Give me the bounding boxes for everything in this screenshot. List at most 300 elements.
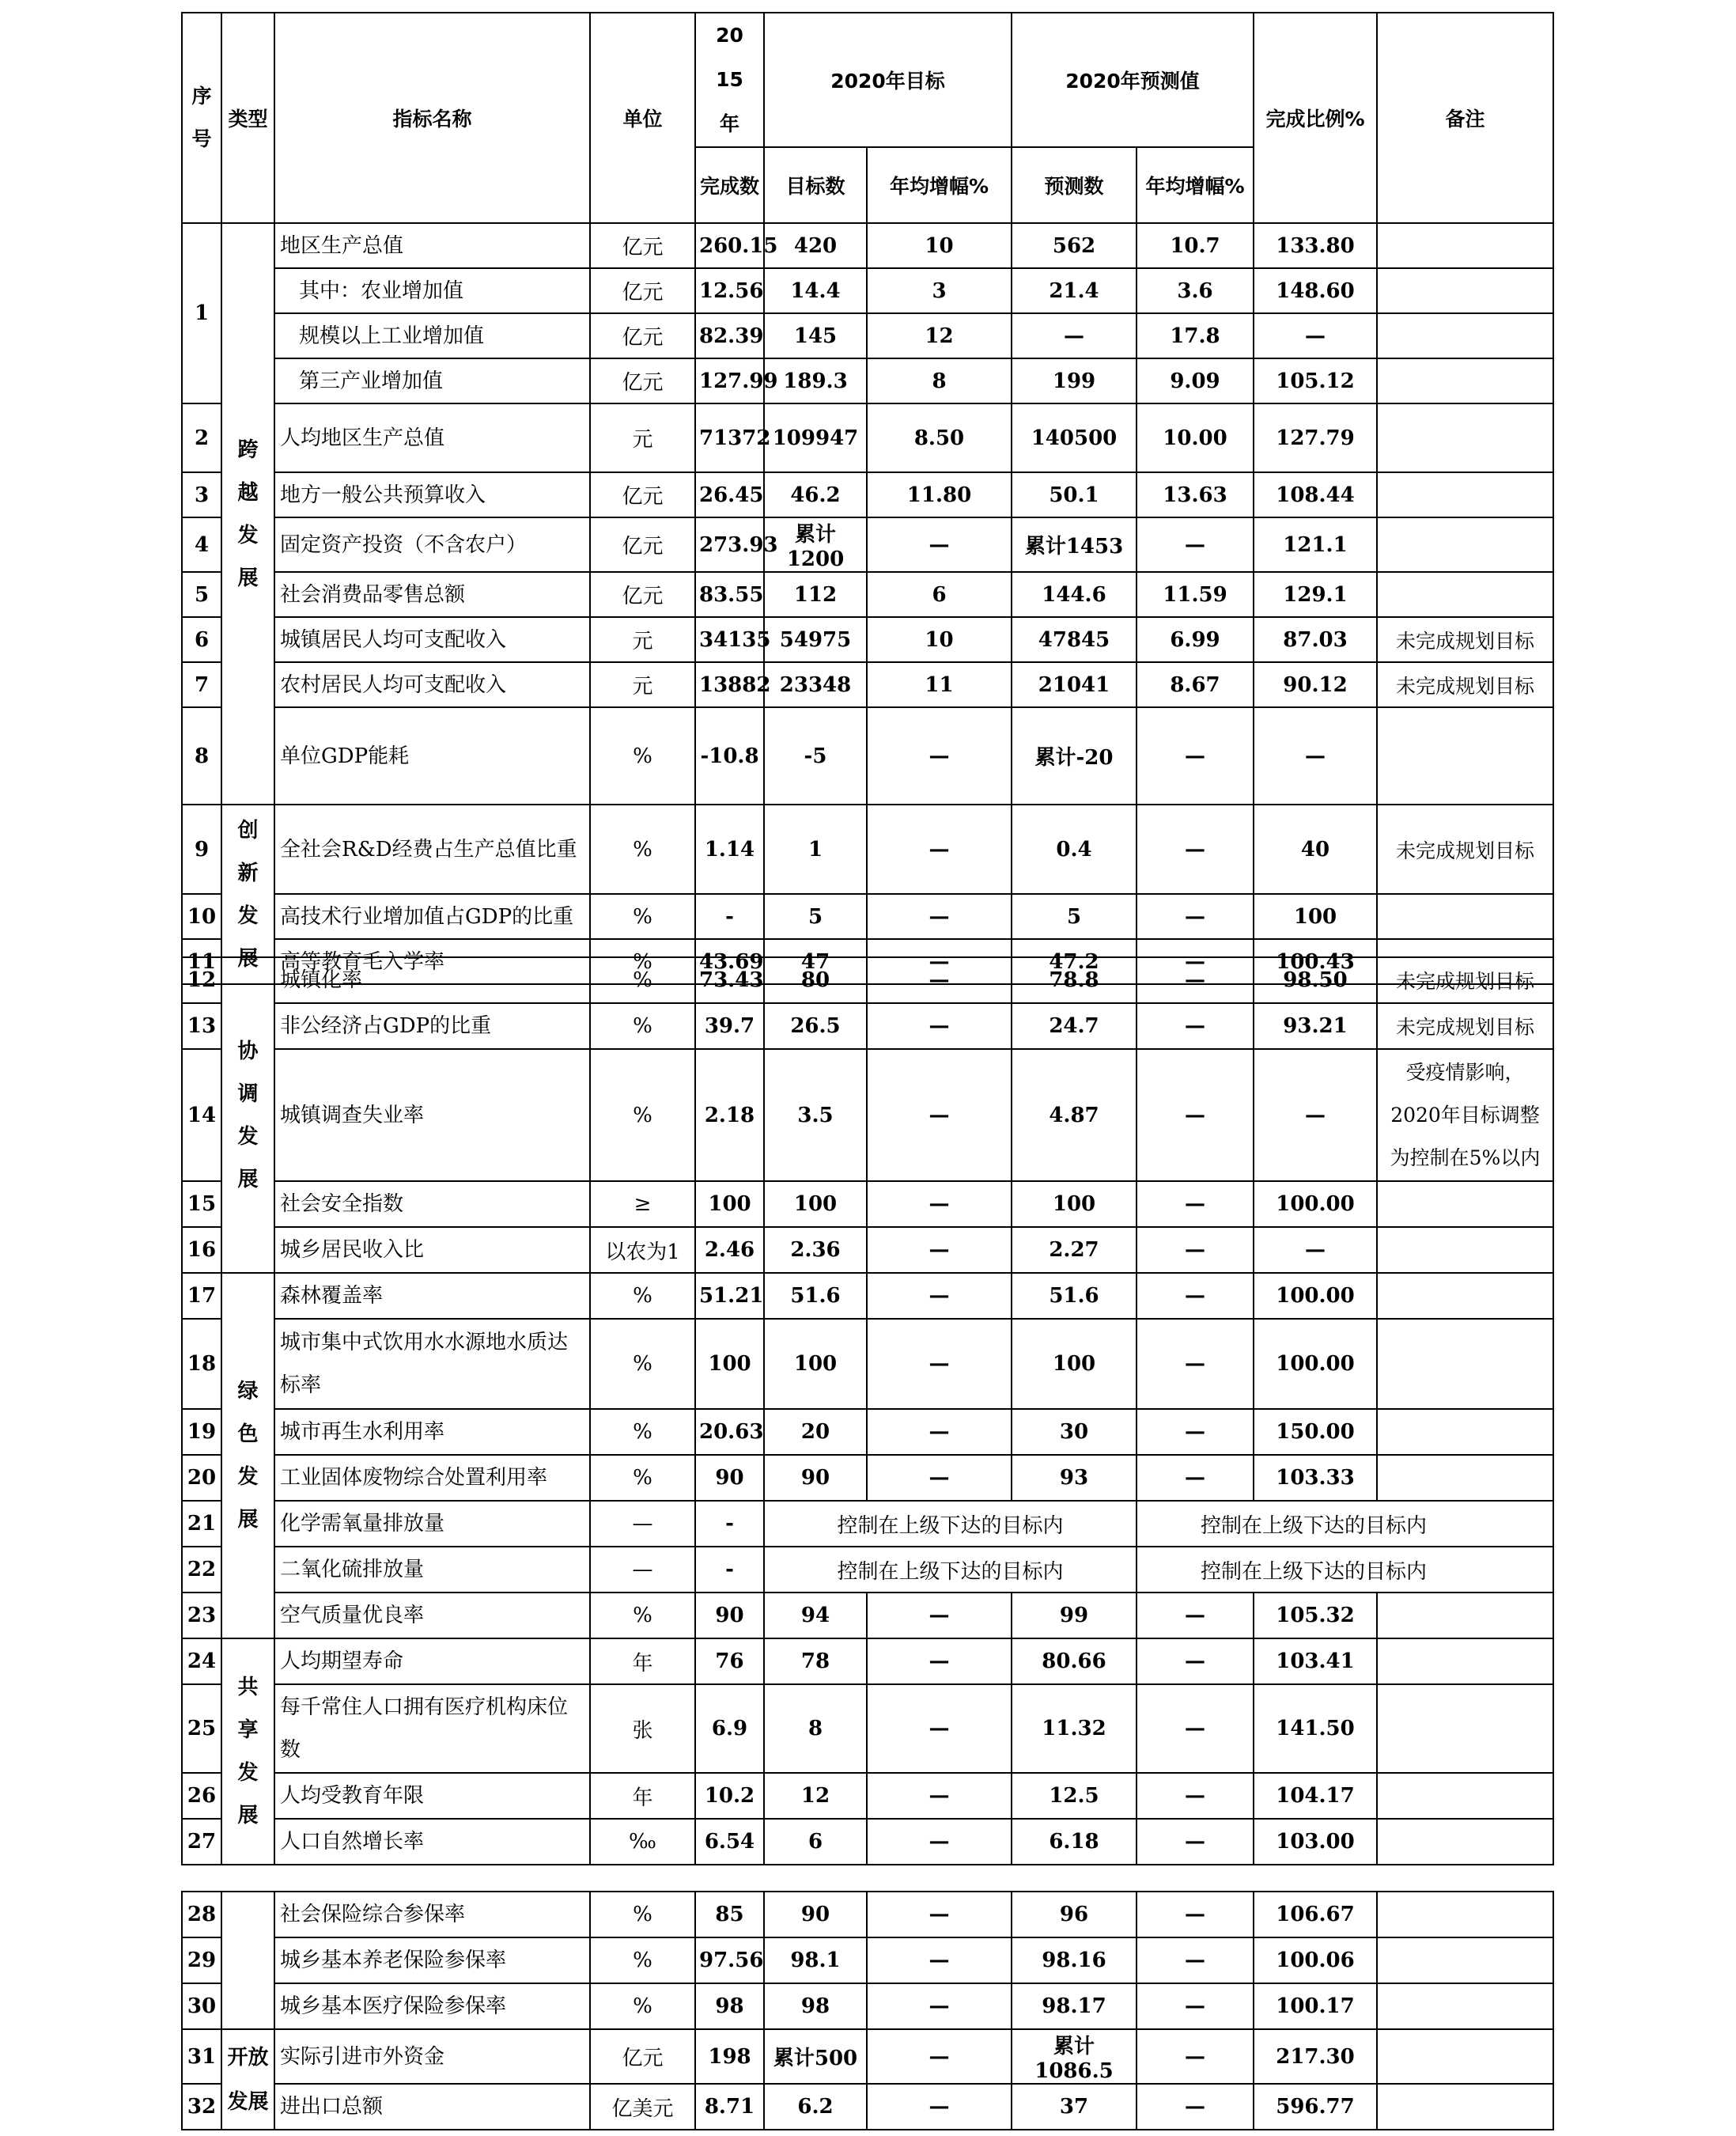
row-unit: 亿元: [590, 2029, 695, 2084]
row-tgrowth: —: [867, 2029, 1012, 2084]
row-done2015: -10.8: [695, 707, 764, 805]
row-forecast: 11.32: [1012, 1684, 1137, 1773]
row-seq: 27: [182, 1819, 221, 1865]
row-done2015: 12.56: [695, 268, 764, 313]
row-note: [1377, 1892, 1553, 1937]
row-done2015: 97.56: [695, 1937, 764, 1983]
row-seq: 31: [182, 2029, 221, 2084]
row-unit: ≥: [590, 1181, 695, 1227]
row-target: 80: [764, 957, 867, 1003]
row-seq: 7: [182, 662, 221, 707]
row-fgrowth: —: [1137, 1892, 1254, 1937]
row-target: 8: [764, 1684, 867, 1773]
row-unit: %: [590, 805, 695, 894]
row-tgrowth: —: [867, 2084, 1012, 2130]
row-seq: 30: [182, 1983, 221, 2029]
row-name: 实际引进市外资金: [274, 2029, 590, 2084]
row-note: [1377, 1319, 1553, 1409]
row-ratio: 100.43: [1254, 939, 1377, 984]
row-target: -5: [764, 707, 867, 805]
row-target: 1: [764, 805, 867, 894]
row-name: 城镇居民人均可支配收入: [274, 617, 590, 662]
row-note: [1377, 1983, 1553, 2029]
row-ratio: 90.12: [1254, 662, 1377, 707]
row-seq: 3: [182, 472, 221, 517]
row-unit: %: [590, 707, 695, 805]
row-target: 23348: [764, 662, 867, 707]
row-unit: %: [590, 894, 695, 939]
row-note: [1377, 1638, 1553, 1684]
row-tgrowth: 10: [867, 617, 1012, 662]
row-name: 城乡居民收入比: [274, 1227, 590, 1273]
type-blank: [221, 1892, 274, 2029]
row-name: 高技术行业增加值占GDP的比重: [274, 894, 590, 939]
row-ratio: 93.21: [1254, 1003, 1377, 1049]
table-row: [182, 2029, 1553, 2084]
row-note: [1377, 894, 1553, 939]
row-forecast: 30: [1012, 1409, 1137, 1455]
table-row: [182, 1181, 1553, 1227]
row-target: 112: [764, 572, 867, 617]
row-ratio: —: [1254, 313, 1377, 358]
row-ratio: 141.50: [1254, 1684, 1377, 1773]
table-row: [182, 1684, 1553, 1773]
row-seq: 17: [182, 1273, 221, 1319]
row-target-control: 控制在上级下达的目标内: [764, 1547, 1137, 1593]
type-kuayue: 跨越发展: [221, 223, 274, 805]
row-tgrowth: —: [867, 1455, 1012, 1501]
row-seq: 14: [182, 1049, 221, 1181]
row-done2015: 260.15: [695, 223, 764, 268]
table-row: [182, 223, 1553, 268]
row-done2015: 90: [695, 1455, 764, 1501]
row-ratio: 150.00: [1254, 1409, 1377, 1455]
row-name: 地区生产总值: [274, 223, 590, 268]
row-forecast: 累计-20: [1012, 707, 1137, 805]
row-tgrowth: 12: [867, 313, 1012, 358]
row-target: 100: [764, 1181, 867, 1227]
row-unit: %: [590, 1593, 695, 1638]
row-seq: 18: [182, 1319, 221, 1409]
row-forecast: 12.5: [1012, 1773, 1137, 1819]
row-note: [1377, 1937, 1553, 1983]
row-target: 20: [764, 1409, 867, 1455]
row-ratio: 100.00: [1254, 1181, 1377, 1227]
row-name: 地方一般公共预算收入: [274, 472, 590, 517]
table-row: [182, 1593, 1553, 1638]
row-seq: 5: [182, 572, 221, 617]
row-note: [1377, 403, 1553, 472]
row-forecast: 144.6: [1012, 572, 1137, 617]
row-tgrowth: —: [867, 1937, 1012, 1983]
row-seq: 32: [182, 2084, 221, 2130]
row-tgrowth: —: [867, 1684, 1012, 1773]
row-fgrowth: 3.6: [1137, 268, 1254, 313]
row-forecast: 562: [1012, 223, 1137, 268]
table-row: [182, 403, 1553, 472]
row-forecast: 累计1086.5: [1012, 2029, 1137, 2084]
row-ratio: 103.00: [1254, 1819, 1377, 1865]
row-unit: 元: [590, 617, 695, 662]
row-note: 受疫情影响，2020年目标调整为控制在5%以内: [1377, 1049, 1553, 1181]
row-ratio: 127.79: [1254, 403, 1377, 472]
row-target: 109947: [764, 403, 867, 472]
row-tgrowth: —: [867, 517, 1012, 572]
row-fgrowth: —: [1137, 1273, 1254, 1319]
row-name: 人均受教育年限: [274, 1773, 590, 1819]
row-seq: 20: [182, 1455, 221, 1501]
row-note: [1377, 2084, 1553, 2130]
row-name: 高等教育毛入学率: [274, 939, 590, 984]
header-target-growth: 年均增幅%: [867, 147, 1012, 223]
row-fgrowth: —: [1137, 1937, 1254, 1983]
row-seq: 6: [182, 617, 221, 662]
row-tgrowth: —: [867, 1593, 1012, 1638]
row-fgrowth: 10.7: [1137, 223, 1254, 268]
row-target: 26.5: [764, 1003, 867, 1049]
row-unit: 亿元: [590, 313, 695, 358]
row-name: 城镇化率: [274, 957, 590, 1003]
row-unit: %: [590, 939, 695, 984]
row-forecast-control: 控制在上级下达的目标内: [1137, 1501, 1553, 1547]
row-target: 98: [764, 1983, 867, 2029]
type-xietiao: 协调发展: [221, 957, 274, 1273]
table-row: [182, 1773, 1553, 1819]
row-note: [1377, 2029, 1553, 2084]
row-done2015: 39.7: [695, 1003, 764, 1049]
row-fgrowth: —: [1137, 1003, 1254, 1049]
row-unit: 亿元: [590, 472, 695, 517]
table-row: [182, 1003, 1553, 1049]
row-fgrowth: —: [1137, 2084, 1254, 2130]
row-done2015: 2.18: [695, 1049, 764, 1181]
row-tgrowth: —: [867, 1003, 1012, 1049]
row-name: 全社会R&D经费占生产总值比重: [274, 805, 590, 894]
header-base-year: 2015年: [695, 13, 764, 147]
row-note: [1377, 1227, 1553, 1273]
row-tgrowth: 8.50: [867, 403, 1012, 472]
row-seq: 15: [182, 1181, 221, 1227]
row-name: 二氧化硫排放量: [274, 1547, 590, 1593]
row-unit: 年: [590, 1773, 695, 1819]
row-name: 城市集中式饮用水水源地水质达标率: [274, 1319, 590, 1409]
row-note: 未完成规划目标: [1377, 805, 1553, 894]
header-target-num: 目标数: [764, 147, 867, 223]
row-tgrowth: 6: [867, 572, 1012, 617]
header-type: 类型: [221, 13, 274, 223]
row-seq: 21: [182, 1501, 221, 1547]
row-fgrowth: —: [1137, 1638, 1254, 1684]
row-note: [1377, 472, 1553, 517]
row-fgrowth: —: [1137, 1819, 1254, 1865]
row-done2015: 6.9: [695, 1684, 764, 1773]
row-done2015: 85: [695, 1892, 764, 1937]
row-target: 3.5: [764, 1049, 867, 1181]
row-tgrowth: —: [867, 1319, 1012, 1409]
table-row: [182, 358, 1553, 403]
row-forecast: 100: [1012, 1319, 1137, 1409]
row-target: 5: [764, 894, 867, 939]
row-target: 90: [764, 1892, 867, 1937]
row-tgrowth: 10: [867, 223, 1012, 268]
row-forecast: 98.17: [1012, 1983, 1137, 2029]
row-fgrowth: —: [1137, 939, 1254, 984]
type-chuangxin: 创新发展: [221, 805, 274, 984]
row-forecast: 100: [1012, 1181, 1137, 1227]
table-row: [182, 1455, 1553, 1501]
row-ratio: 129.1: [1254, 572, 1377, 617]
row-seq: 2: [182, 403, 221, 472]
row-note: [1377, 517, 1553, 572]
row-done2015: 100: [695, 1181, 764, 1227]
row-ratio: 106.67: [1254, 1892, 1377, 1937]
row-unit: 亿元: [590, 517, 695, 572]
row-forecast: 24.7: [1012, 1003, 1137, 1049]
header-note: 备注: [1377, 13, 1553, 223]
row-tgrowth: —: [867, 957, 1012, 1003]
row-note: [1377, 572, 1553, 617]
row-ratio: 100.06: [1254, 1937, 1377, 1983]
row-fgrowth: —: [1137, 957, 1254, 1003]
header-forecast-num: 预测数: [1012, 147, 1137, 223]
row-ratio: —: [1254, 707, 1377, 805]
row-tgrowth: 11.80: [867, 472, 1012, 517]
row-fgrowth: —: [1137, 1593, 1254, 1638]
table-row: [182, 1227, 1553, 1273]
row-forecast: 47.2: [1012, 939, 1137, 984]
row-tgrowth: —: [867, 1892, 1012, 1937]
header-row-1: [182, 13, 1553, 147]
row-ratio: 100: [1254, 894, 1377, 939]
row-forecast: 78.8: [1012, 957, 1137, 1003]
row-tgrowth: —: [867, 1227, 1012, 1273]
row-target: 90: [764, 1455, 867, 1501]
row-done2015: 43.69: [695, 939, 764, 984]
row-target: 51.6: [764, 1273, 867, 1319]
table-row: [182, 1892, 1553, 1937]
row-seq: 1: [182, 223, 221, 403]
row-name: 社会保险综合参保率: [274, 1892, 590, 1937]
row-name: 空气质量优良率: [274, 1593, 590, 1638]
indicator-table-part2: [181, 956, 1554, 1865]
row-ratio: 98.50: [1254, 957, 1377, 1003]
row-name: 非公经济占GDP的比重: [274, 1003, 590, 1049]
table-row: [182, 1501, 1553, 1547]
row-tgrowth: —: [867, 894, 1012, 939]
row-forecast: 98.16: [1012, 1937, 1137, 1983]
row-seq: 12: [182, 957, 221, 1003]
row-done2015: 273.93: [695, 517, 764, 572]
row-fgrowth: —: [1137, 1227, 1254, 1273]
row-fgrowth: —: [1137, 1773, 1254, 1819]
table-row: [182, 1049, 1553, 1181]
row-seq: 25: [182, 1684, 221, 1773]
row-name: 每千常住人口拥有医疗机构床位数: [274, 1684, 590, 1773]
row-done2015: -: [695, 1547, 764, 1593]
row-name: 其中：农业增加值: [274, 268, 590, 313]
row-name: 森林覆盖率: [274, 1273, 590, 1319]
indicator-table-part3: [181, 1891, 1554, 2130]
row-name: 城乡基本养老保险参保率: [274, 1937, 590, 1983]
row-name: 进出口总额: [274, 2084, 590, 2130]
row-name: 规模以上工业增加值: [274, 313, 590, 358]
row-forecast: 99: [1012, 1593, 1137, 1638]
row-done2015: 98: [695, 1983, 764, 2029]
row-done2015: 198: [695, 2029, 764, 2084]
row-unit: %: [590, 1319, 695, 1409]
row-seq: 26: [182, 1773, 221, 1819]
row-fgrowth: —: [1137, 894, 1254, 939]
row-ratio: 217.30: [1254, 2029, 1377, 2084]
table-row: [182, 268, 1553, 313]
row-fgrowth: 17.8: [1137, 313, 1254, 358]
row-target: 2.36: [764, 1227, 867, 1273]
type-kaifang: 开放发展: [221, 2029, 274, 2130]
row-target: 6.2: [764, 2084, 867, 2130]
row-target: 47: [764, 939, 867, 984]
row-ratio: 596.77: [1254, 2084, 1377, 2130]
row-note: [1377, 268, 1553, 313]
row-seq: 24: [182, 1638, 221, 1684]
row-fgrowth: 10.00: [1137, 403, 1254, 472]
row-forecast: 4.87: [1012, 1049, 1137, 1181]
row-forecast: 50.1: [1012, 472, 1137, 517]
row-ratio: 100.00: [1254, 1273, 1377, 1319]
row-seq: 10: [182, 894, 221, 939]
row-ratio: 104.17: [1254, 1773, 1377, 1819]
row-name: 第三产业增加值: [274, 358, 590, 403]
row-seq: 28: [182, 1892, 221, 1937]
row-name: 城市再生水利用率: [274, 1409, 590, 1455]
row-fgrowth: 13.63: [1137, 472, 1254, 517]
row-done2015: 1.14: [695, 805, 764, 894]
row-note: 未完成规划目标: [1377, 957, 1553, 1003]
row-done2015: 51.21: [695, 1273, 764, 1319]
row-target: 12: [764, 1773, 867, 1819]
row-forecast: 2.27: [1012, 1227, 1137, 1273]
row-unit: 张: [590, 1684, 695, 1773]
table-row: [182, 894, 1553, 939]
row-ratio: —: [1254, 1227, 1377, 1273]
row-done2015: 13882: [695, 662, 764, 707]
row-unit: 亿元: [590, 358, 695, 403]
row-ratio: 100.17: [1254, 1983, 1377, 2029]
row-note: [1377, 223, 1553, 268]
row-name: 社会安全指数: [274, 1181, 590, 1227]
type-lvse: 绿色发展: [221, 1273, 274, 1638]
table-row: [182, 957, 1553, 1003]
row-note: [1377, 1773, 1553, 1819]
row-done2015: -: [695, 1501, 764, 1547]
row-note: [1377, 1455, 1553, 1501]
row-target: 145: [764, 313, 867, 358]
table-row: [182, 1983, 1553, 2029]
row-seq: 16: [182, 1227, 221, 1273]
header-forecast-growth: 年均增幅%: [1137, 147, 1254, 223]
row-fgrowth: —: [1137, 1319, 1254, 1409]
table-row: [182, 1319, 1553, 1409]
row-unit: —: [590, 1547, 695, 1593]
row-unit: %: [590, 957, 695, 1003]
header-target-2020: 2020年目标: [764, 13, 1012, 147]
row-seq: 4: [182, 517, 221, 572]
table-row: [182, 1273, 1553, 1319]
row-name: 人口自然增长率: [274, 1819, 590, 1865]
row-name: 化学需氧量排放量: [274, 1501, 590, 1547]
row-target-control: 控制在上级下达的目标内: [764, 1501, 1137, 1547]
row-tgrowth: 8: [867, 358, 1012, 403]
row-target: 46.2: [764, 472, 867, 517]
row-forecast: 80.66: [1012, 1638, 1137, 1684]
row-note: [1377, 1819, 1553, 1865]
row-seq: 22: [182, 1547, 221, 1593]
row-fgrowth: —: [1137, 1455, 1254, 1501]
table-row: [182, 517, 1553, 572]
row-forecast: 21041: [1012, 662, 1137, 707]
row-done2015: 20.63: [695, 1409, 764, 1455]
row-target: 54975: [764, 617, 867, 662]
row-target: 98.1: [764, 1937, 867, 1983]
row-seq: 8: [182, 707, 221, 805]
row-forecast: 0.4: [1012, 805, 1137, 894]
row-name: 社会消费品零售总额: [274, 572, 590, 617]
row-note: [1377, 707, 1553, 805]
row-unit: %: [590, 1455, 695, 1501]
table-row: [182, 662, 1553, 707]
row-name: 人均期望寿命: [274, 1638, 590, 1684]
row-ratio: 103.41: [1254, 1638, 1377, 1684]
row-unit: %: [590, 1409, 695, 1455]
header-ratio: 完成比例%: [1254, 13, 1377, 223]
row-forecast: 96: [1012, 1892, 1137, 1937]
row-fgrowth: —: [1137, 1049, 1254, 1181]
row-seq: 29: [182, 1937, 221, 1983]
row-name: 城镇调查失业率: [274, 1049, 590, 1181]
row-done2015: 26.45: [695, 472, 764, 517]
row-done2015: 10.2: [695, 1773, 764, 1819]
row-done2015: 127.99: [695, 358, 764, 403]
row-forecast: 37: [1012, 2084, 1137, 2130]
row-ratio: 108.44: [1254, 472, 1377, 517]
row-forecast: 47845: [1012, 617, 1137, 662]
row-done2015: 83.55: [695, 572, 764, 617]
table-row: [182, 1638, 1553, 1684]
row-tgrowth: —: [867, 707, 1012, 805]
row-target: 14.4: [764, 268, 867, 313]
row-name: 固定资产投资（不含农户）: [274, 517, 590, 572]
row-unit: ‰: [590, 1819, 695, 1865]
row-done2015: 71372: [695, 403, 764, 472]
row-target: 78: [764, 1638, 867, 1684]
row-done2015: 6.54: [695, 1819, 764, 1865]
row-fgrowth: —: [1137, 2029, 1254, 2084]
row-unit: 亿元: [590, 572, 695, 617]
table-row: [182, 707, 1553, 805]
row-seq: 11: [182, 939, 221, 984]
table-row: [182, 1547, 1553, 1593]
row-note: [1377, 1593, 1553, 1638]
header-forecast-2020: 2020年预测值: [1012, 13, 1254, 147]
row-forecast: 6.18: [1012, 1819, 1137, 1865]
row-target: 100: [764, 1319, 867, 1409]
row-unit: %: [590, 1049, 695, 1181]
row-fgrowth: —: [1137, 707, 1254, 805]
row-done2015: 90: [695, 1593, 764, 1638]
row-tgrowth: —: [867, 1181, 1012, 1227]
row-done2015: -: [695, 894, 764, 939]
row-note: [1377, 1273, 1553, 1319]
row-name: 人均地区生产总值: [274, 403, 590, 472]
